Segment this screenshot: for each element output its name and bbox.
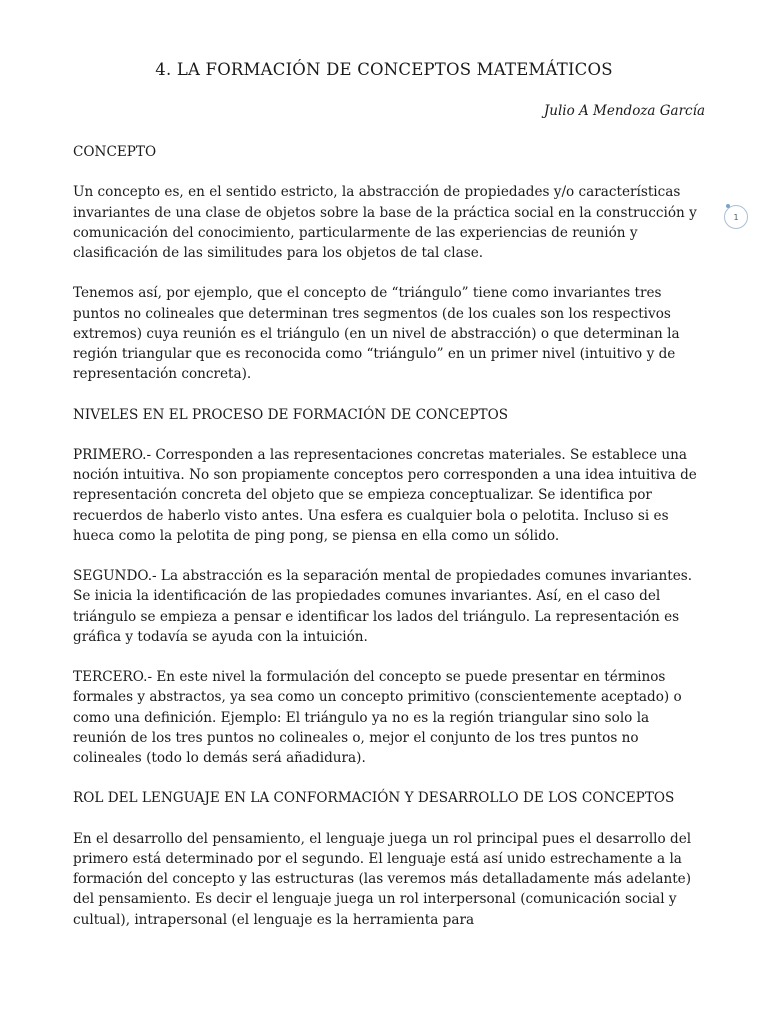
document-title: 4. LA FORMACIÓN DE CONCEPTOS MATEMÁTICOS bbox=[155, 60, 613, 79]
paragraph-tercero: TERCERO.- En este nivel la formulación del concepto se puede presentar en términos formales y abstractos, ya sea como un concepto primitivo (conscientemente aceptado) o como una definición. Ejemplo: El triángulo ya no es la región triangular sino solo la reunión de los tres puntos no colineales o, mejor el conjunto de los tres puntos no colineales (todo lo demás será añadidura). bbox=[73, 669, 682, 766]
section-heading-rol-lenguaje: ROL DEL LENGUAJE EN LA CONFORMACIÓN Y DESARROLLO DE LOS CONCEPTOS bbox=[73, 790, 675, 807]
document-author: Julio A Mendoza García bbox=[543, 103, 705, 119]
paragraph-lenguaje: En el desarrollo del pensamiento, el lenguaje juega un rol principal pues el desarrollo del primero está determinado por el segundo. El lenguaje está así unido estrechamente a la formación del concepto y las estructuras (las veremos más detalladamente más adelante) del pensamiento. Es decir el lenguaje juega un rol interpersonal (comunicación social y cultual), intrapersonal (el lenguaje es la herramienta para bbox=[73, 830, 692, 928]
document-body bbox=[73, 142, 705, 950]
page-number: 1 bbox=[733, 212, 739, 222]
section-heading-concepto: CONCEPTO bbox=[73, 144, 157, 160]
paragraph-primero: PRIMERO.- Corresponden a las representaciones concretas materiales. Se establece una noción intuitiva. No son propiamente conceptos pero corresponden a una idea intuitiva de representación concreta del objeto que se empieza conceptualizar. Se identifica por recuerdos de haberlo visto antes. Una esfera es cualquier bola o pelotita. Incluso si es hueca como la pelotita de ping pong, se piensa en ella como un sólido. bbox=[73, 446, 697, 544]
paragraph-triangle-example: Tenemos así, por ejemplo, que el concepto de “triángulo” tiene como invariantes tres puntos no colineales que determinan tres segmentos (de los cuales son los respectivos extremos) cuya reunión es el triángulo (en un nivel de abstracción) o que determinan la región triangular que es reconocida como “triángulo” en un primer nivel (intuitivo y de representación concreta). bbox=[73, 285, 680, 383]
paragraph-concepto-definition: Un concepto es, en el sentido estricto, la abstracción de propiedades y/o características invariantes de una clase de objetos sobre la base de la práctica social en la construcción y comunicación del conocimiento, particularmente de las experiencias de reunión y clasificación de las similitudes para los objetos de tal clase. bbox=[73, 184, 697, 261]
paragraph-segundo: SEGUNDO.- La abstracción es la separación mental de propiedades comunes invariantes. Se inicia la identificación de las propiedades comunes invariantes. Así, en el caso del triángulo se empieza a pensar e identificar los lados del triángulo. La representación es gráfica y todavía se ayuda con la intuición. bbox=[73, 568, 693, 645]
section-heading-niveles: NIVELES EN EL PROCESO DE FORMACIÓN DE CONCEPTOS bbox=[73, 406, 509, 423]
page-number-badge[interactable] bbox=[724, 205, 748, 229]
